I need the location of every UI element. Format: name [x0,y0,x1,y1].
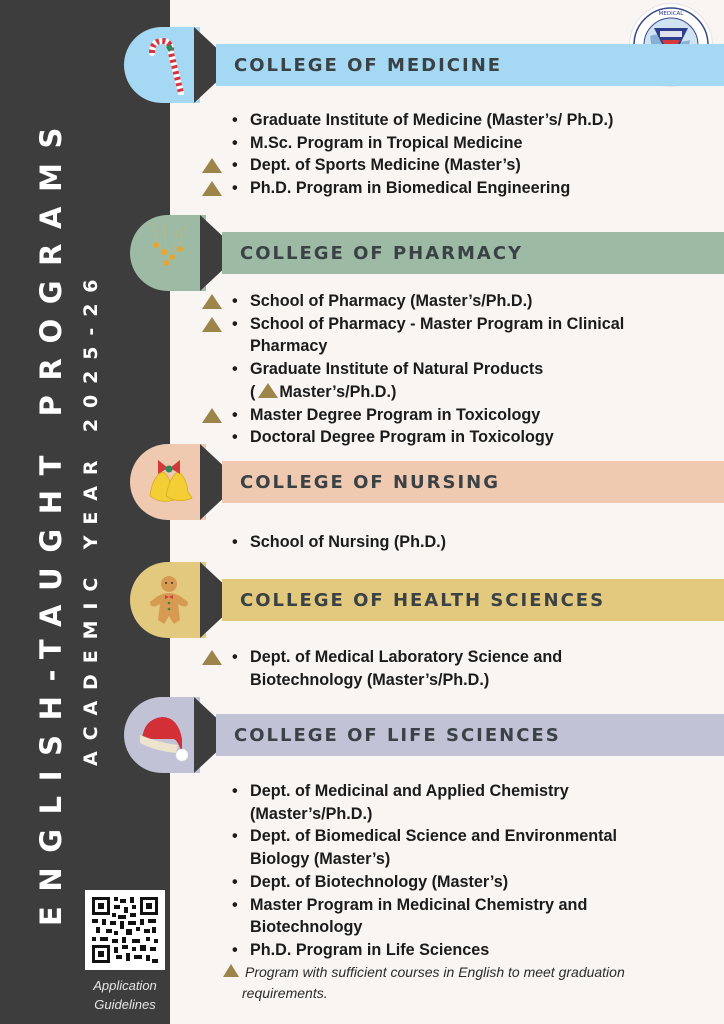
program-name: Ph.D. Program in Biomedical Engineering [250,179,571,198]
program-name: Ph.D. Program in Life Sciences [250,940,490,959]
program-name: Dept. of Biomedical Science and Environmental [250,827,618,846]
section-bar [222,232,724,274]
bullet: • [232,895,238,914]
program-name-cont: Pharmacy [250,337,328,356]
bullet: • [232,179,238,198]
section-connector [200,562,222,638]
list-item [205,646,562,691]
bullet: • [232,782,238,800]
candy-cane-icon [138,35,188,95]
bullet: • [232,533,238,551]
list-item [205,109,613,132]
program-name: Dept. of Sports Medicine (Master’s) [250,156,521,175]
list-item [205,177,613,200]
list-item [205,404,624,427]
list-item [205,290,624,313]
list-item [205,358,624,403]
qr-caption-line-2: Guidelines [94,997,156,1012]
list-item [205,132,613,155]
qr-caption [78,976,172,1014]
program-list-pharmacy [205,290,624,449]
program-name: Dept. of Medical Laboratory Science and [250,648,563,666]
svg-text:MEDICAL: MEDICAL [658,11,684,17]
section-header-nursing [0,444,724,524]
qr-code-icon [92,897,158,963]
triangle-marker-icon [202,181,222,196]
program-name-cont: Biotechnology [250,918,363,937]
program-name: School of Nursing (Ph.D.) [250,533,447,551]
triangle-marker-icon [258,383,278,398]
footnote-text-cont: requirements. [242,985,328,1001]
program-list-health-sciences [205,646,562,691]
program-name-cont: Biotechnology (Master’s/Ph.D.) [250,670,490,689]
program-name: Dept. of Medicinal and Applied Chemistry [250,782,569,800]
bullet: • [232,940,238,959]
ornament-lights-icon [144,223,194,283]
section-header-health-sciences [0,562,724,642]
program-name: Dept. of Biotechnology (Master’s) [250,872,509,891]
page-title: ENGLISH-TAUGHT PROGRAMS [34,112,68,926]
program-name-cont: Master’s/Ph.D.) [279,382,397,401]
program-name: School of Pharmacy (Master’s/Ph.D.) [250,292,533,310]
list-item [205,825,617,870]
section-cap [124,27,200,103]
section-title: COLLEGE OF LIFE SCIENCES [234,724,561,746]
program-name: School of Pharmacy - Master Program in Clinical [250,314,625,333]
triangle-marker-icon [223,964,239,977]
section-connector [200,444,222,520]
section-bar [216,44,724,86]
section-title: COLLEGE OF HEALTH SCIENCES [240,589,606,611]
bullet: • [232,156,238,175]
section-title: COLLEGE OF MEDICINE [234,54,503,76]
bullet: • [232,360,238,379]
program-list-nursing [205,531,446,554]
program-name: Graduate Institute of Medicine (Master’s/ Ph.D.) [250,111,614,129]
list-item [205,531,446,554]
bullet: • [232,111,238,129]
section-connector [194,27,216,103]
program-name: Graduate Institute of Natural Products [250,360,544,379]
section-cap [124,697,200,773]
triangle-marker-icon [202,294,222,309]
section-title: COLLEGE OF NURSING [240,471,500,493]
program-name-cont: (Master’s/Ph.D.) [250,804,373,823]
section-connector [194,697,216,773]
bullet: • [232,133,238,152]
section-bar [222,461,724,503]
qr-caption-line-1: Application [93,978,157,993]
footnote [223,962,703,1004]
section-header-medicine [0,27,724,107]
bullet: • [232,292,238,310]
bullet: • [232,314,238,333]
triangle-marker-icon [202,317,222,332]
section-cap [130,444,206,520]
bullet: • [232,648,238,666]
section-header-pharmacy [0,215,724,295]
list-item [205,313,624,358]
bullet: • [232,872,238,891]
section-header-life-sciences [0,697,724,777]
bullet: • [232,405,238,424]
program-list-life-sciences [205,780,617,962]
section-title: COLLEGE OF PHARMACY [240,242,524,264]
list-item [205,871,617,894]
bullet: • [232,428,238,447]
triangle-marker-icon [202,408,222,423]
santa-hat-icon [138,705,188,765]
paren: ( [250,382,256,401]
program-name: Master Degree Program in Toxicology [250,405,541,424]
list-item [205,780,617,825]
program-name-cont: Biology (Master’s) [250,850,391,869]
section-bar [216,714,724,756]
section-connector [200,215,222,291]
section-cap [130,215,206,291]
list-item [205,154,613,177]
bells-icon [144,452,194,512]
bullet: • [232,827,238,846]
academic-year-subtitle: ACADEMIC YEAR 2025-26 [80,268,102,766]
list-item [205,894,617,939]
program-list-medicine [205,109,613,200]
list-item [205,939,617,962]
triangle-marker-icon [202,158,222,173]
section-cap [130,562,206,638]
program-name: Master Program in Medicinal Chemistry and [250,895,588,914]
program-name: Doctoral Degree Program in Toxicology [250,428,554,447]
footnote-text: Program with sufficient courses in English to meet graduation [245,964,625,980]
program-name: M.Sc. Program in Tropical Medicine [250,133,523,152]
qr-code[interactable] [85,890,165,970]
gingerbread-man-icon [144,570,194,630]
section-bar [222,579,724,621]
triangle-marker-icon [202,650,222,665]
